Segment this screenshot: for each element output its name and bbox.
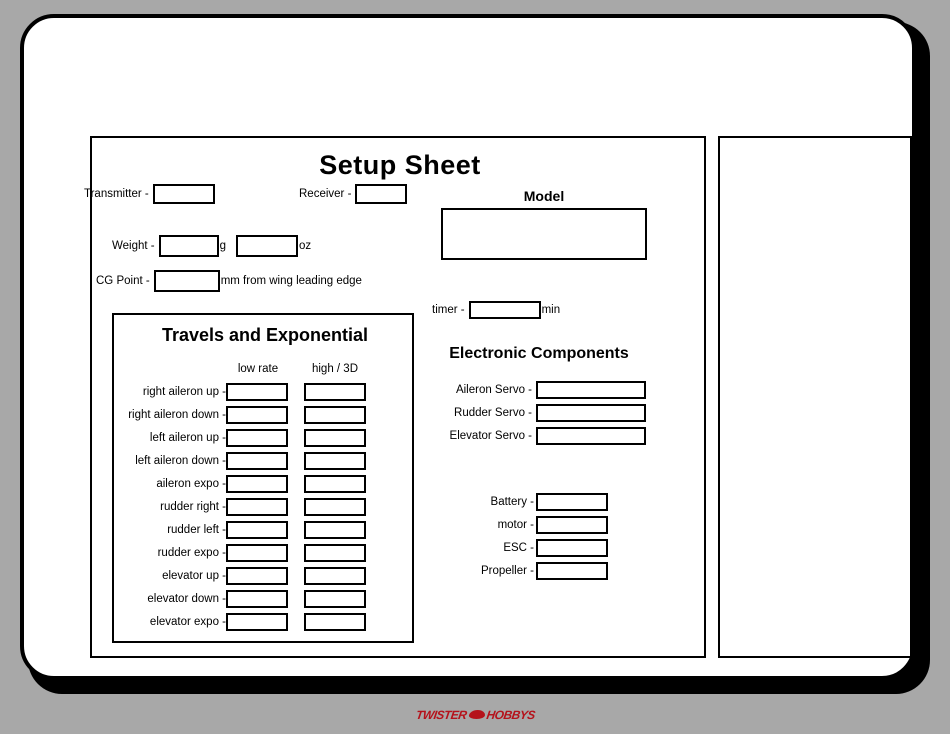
travels-row-label: left aileron down - xyxy=(135,455,226,467)
battery-label: Battery - xyxy=(490,496,534,508)
model-input[interactable] xyxy=(441,208,647,260)
travels-high-input[interactable] xyxy=(304,521,366,539)
travels-row xyxy=(114,429,416,452)
travels-row xyxy=(114,521,416,544)
travels-high-input[interactable] xyxy=(304,429,366,447)
receiver-label: Receiver - xyxy=(299,188,352,200)
travels-column-header-low-rate: low rate xyxy=(237,363,279,375)
timer-field-row xyxy=(432,301,560,319)
travels-column-header-high-3d: high / 3D xyxy=(311,363,359,375)
travels-row xyxy=(114,567,416,590)
notes-panel[interactable] xyxy=(718,136,912,658)
travels-row xyxy=(114,452,416,475)
receiver-field-row xyxy=(299,184,407,204)
travels-row-label: right aileron up - xyxy=(142,386,226,398)
travels-row-label: rudder expo - xyxy=(157,547,226,559)
electronics-row xyxy=(464,516,608,536)
travels-row-label: left aileron up - xyxy=(149,432,226,444)
travels-low-input[interactable] xyxy=(226,475,288,493)
travels-high-input[interactable] xyxy=(304,498,366,516)
weight-grams-input[interactable] xyxy=(159,235,219,257)
weight-ounces-unit: oz xyxy=(299,240,312,252)
esc-label: ESC - xyxy=(503,542,534,554)
timer-label: timer - xyxy=(432,304,465,316)
propeller-label: Propeller - xyxy=(480,565,534,577)
timer-unit: min xyxy=(541,304,561,316)
propeller-input[interactable] xyxy=(536,562,608,580)
model-heading: Model xyxy=(523,188,565,204)
transmitter-field-row xyxy=(84,184,215,204)
transmitter-input[interactable] xyxy=(153,184,215,204)
timer-input[interactable] xyxy=(469,301,541,319)
travels-low-input[interactable] xyxy=(226,383,288,401)
footer xyxy=(0,706,950,724)
motor-label: motor - xyxy=(497,519,534,531)
electronics-row xyxy=(422,404,648,424)
travels-low-input[interactable] xyxy=(226,613,288,631)
travels-row xyxy=(114,406,416,429)
brand-logo-right-text: HOBBYS xyxy=(485,708,536,722)
travels-row-label: aileron expo - xyxy=(156,478,226,490)
elevator-servo-input[interactable] xyxy=(536,427,646,445)
travels-row xyxy=(114,544,416,567)
travels-row xyxy=(114,590,416,613)
battery-input[interactable] xyxy=(536,493,608,511)
travels-low-input[interactable] xyxy=(226,452,288,470)
aileron-servo-input[interactable] xyxy=(536,381,646,399)
travels-row-label: rudder left - xyxy=(167,524,226,536)
electronics-row xyxy=(422,427,648,447)
travels-low-input[interactable] xyxy=(226,521,288,539)
travels-row-label: elevator expo - xyxy=(149,616,226,628)
travels-and-exponential-section xyxy=(112,313,414,643)
travels-low-input[interactable] xyxy=(226,429,288,447)
travels-high-input[interactable] xyxy=(304,475,366,493)
cg-point-label: CG Point - xyxy=(96,275,150,287)
elevator-servo-label: Elevator Servo - xyxy=(449,430,532,442)
rudder-servo-label: Rudder Servo - xyxy=(454,407,532,419)
travels-low-input[interactable] xyxy=(226,567,288,585)
travels-row xyxy=(114,498,416,521)
aileron-servo-label: Aileron Servo - xyxy=(455,384,532,396)
travels-low-input[interactable] xyxy=(226,590,288,608)
travels-row-label: right aileron down - xyxy=(128,409,226,421)
cg-point-unit: mm from wing leading edge xyxy=(220,275,362,287)
transmitter-label: Transmitter - xyxy=(84,188,149,200)
swoosh-icon xyxy=(467,710,484,719)
travels-high-input[interactable] xyxy=(304,452,366,470)
travels-high-input[interactable] xyxy=(304,567,366,585)
travels-high-input[interactable] xyxy=(304,613,366,631)
travels-row-label: elevator down - xyxy=(147,593,226,605)
electronics-row xyxy=(464,493,608,513)
motor-input[interactable] xyxy=(536,516,608,534)
travels-high-input[interactable] xyxy=(304,383,366,401)
cg-point-input[interactable] xyxy=(154,270,220,292)
electronics-row xyxy=(464,539,608,559)
weight-field-row xyxy=(112,235,311,257)
electronics-row xyxy=(464,562,608,582)
esc-input[interactable] xyxy=(536,539,608,557)
weight-label: Weight - xyxy=(112,240,155,252)
rudder-servo-input[interactable] xyxy=(536,404,646,422)
receiver-input[interactable] xyxy=(355,184,407,204)
travels-high-input[interactable] xyxy=(304,406,366,424)
travels-row xyxy=(114,613,416,636)
weight-grams-unit: g xyxy=(219,240,227,252)
travels-row-label: rudder right - xyxy=(160,501,226,513)
travels-low-input[interactable] xyxy=(226,498,288,516)
setup-sheet-card xyxy=(20,14,916,680)
electronics-row xyxy=(422,381,648,401)
weight-ounces-input[interactable] xyxy=(236,235,298,257)
travels-low-input[interactable] xyxy=(226,544,288,562)
travels-row xyxy=(114,383,416,406)
travels-high-input[interactable] xyxy=(304,544,366,562)
brand-logo xyxy=(415,708,536,722)
travels-row-label: elevator up - xyxy=(162,570,226,582)
electronic-components-title: Electronic Components xyxy=(449,345,629,362)
brand-logo-left-text: TWISTER xyxy=(414,708,468,722)
travels-title: Travels and Exponential xyxy=(161,325,369,345)
cg-point-field-row xyxy=(96,270,362,292)
travels-row xyxy=(114,475,416,498)
page-title: Setup Sheet xyxy=(319,150,481,180)
travels-low-input[interactable] xyxy=(226,406,288,424)
travels-high-input[interactable] xyxy=(304,590,366,608)
